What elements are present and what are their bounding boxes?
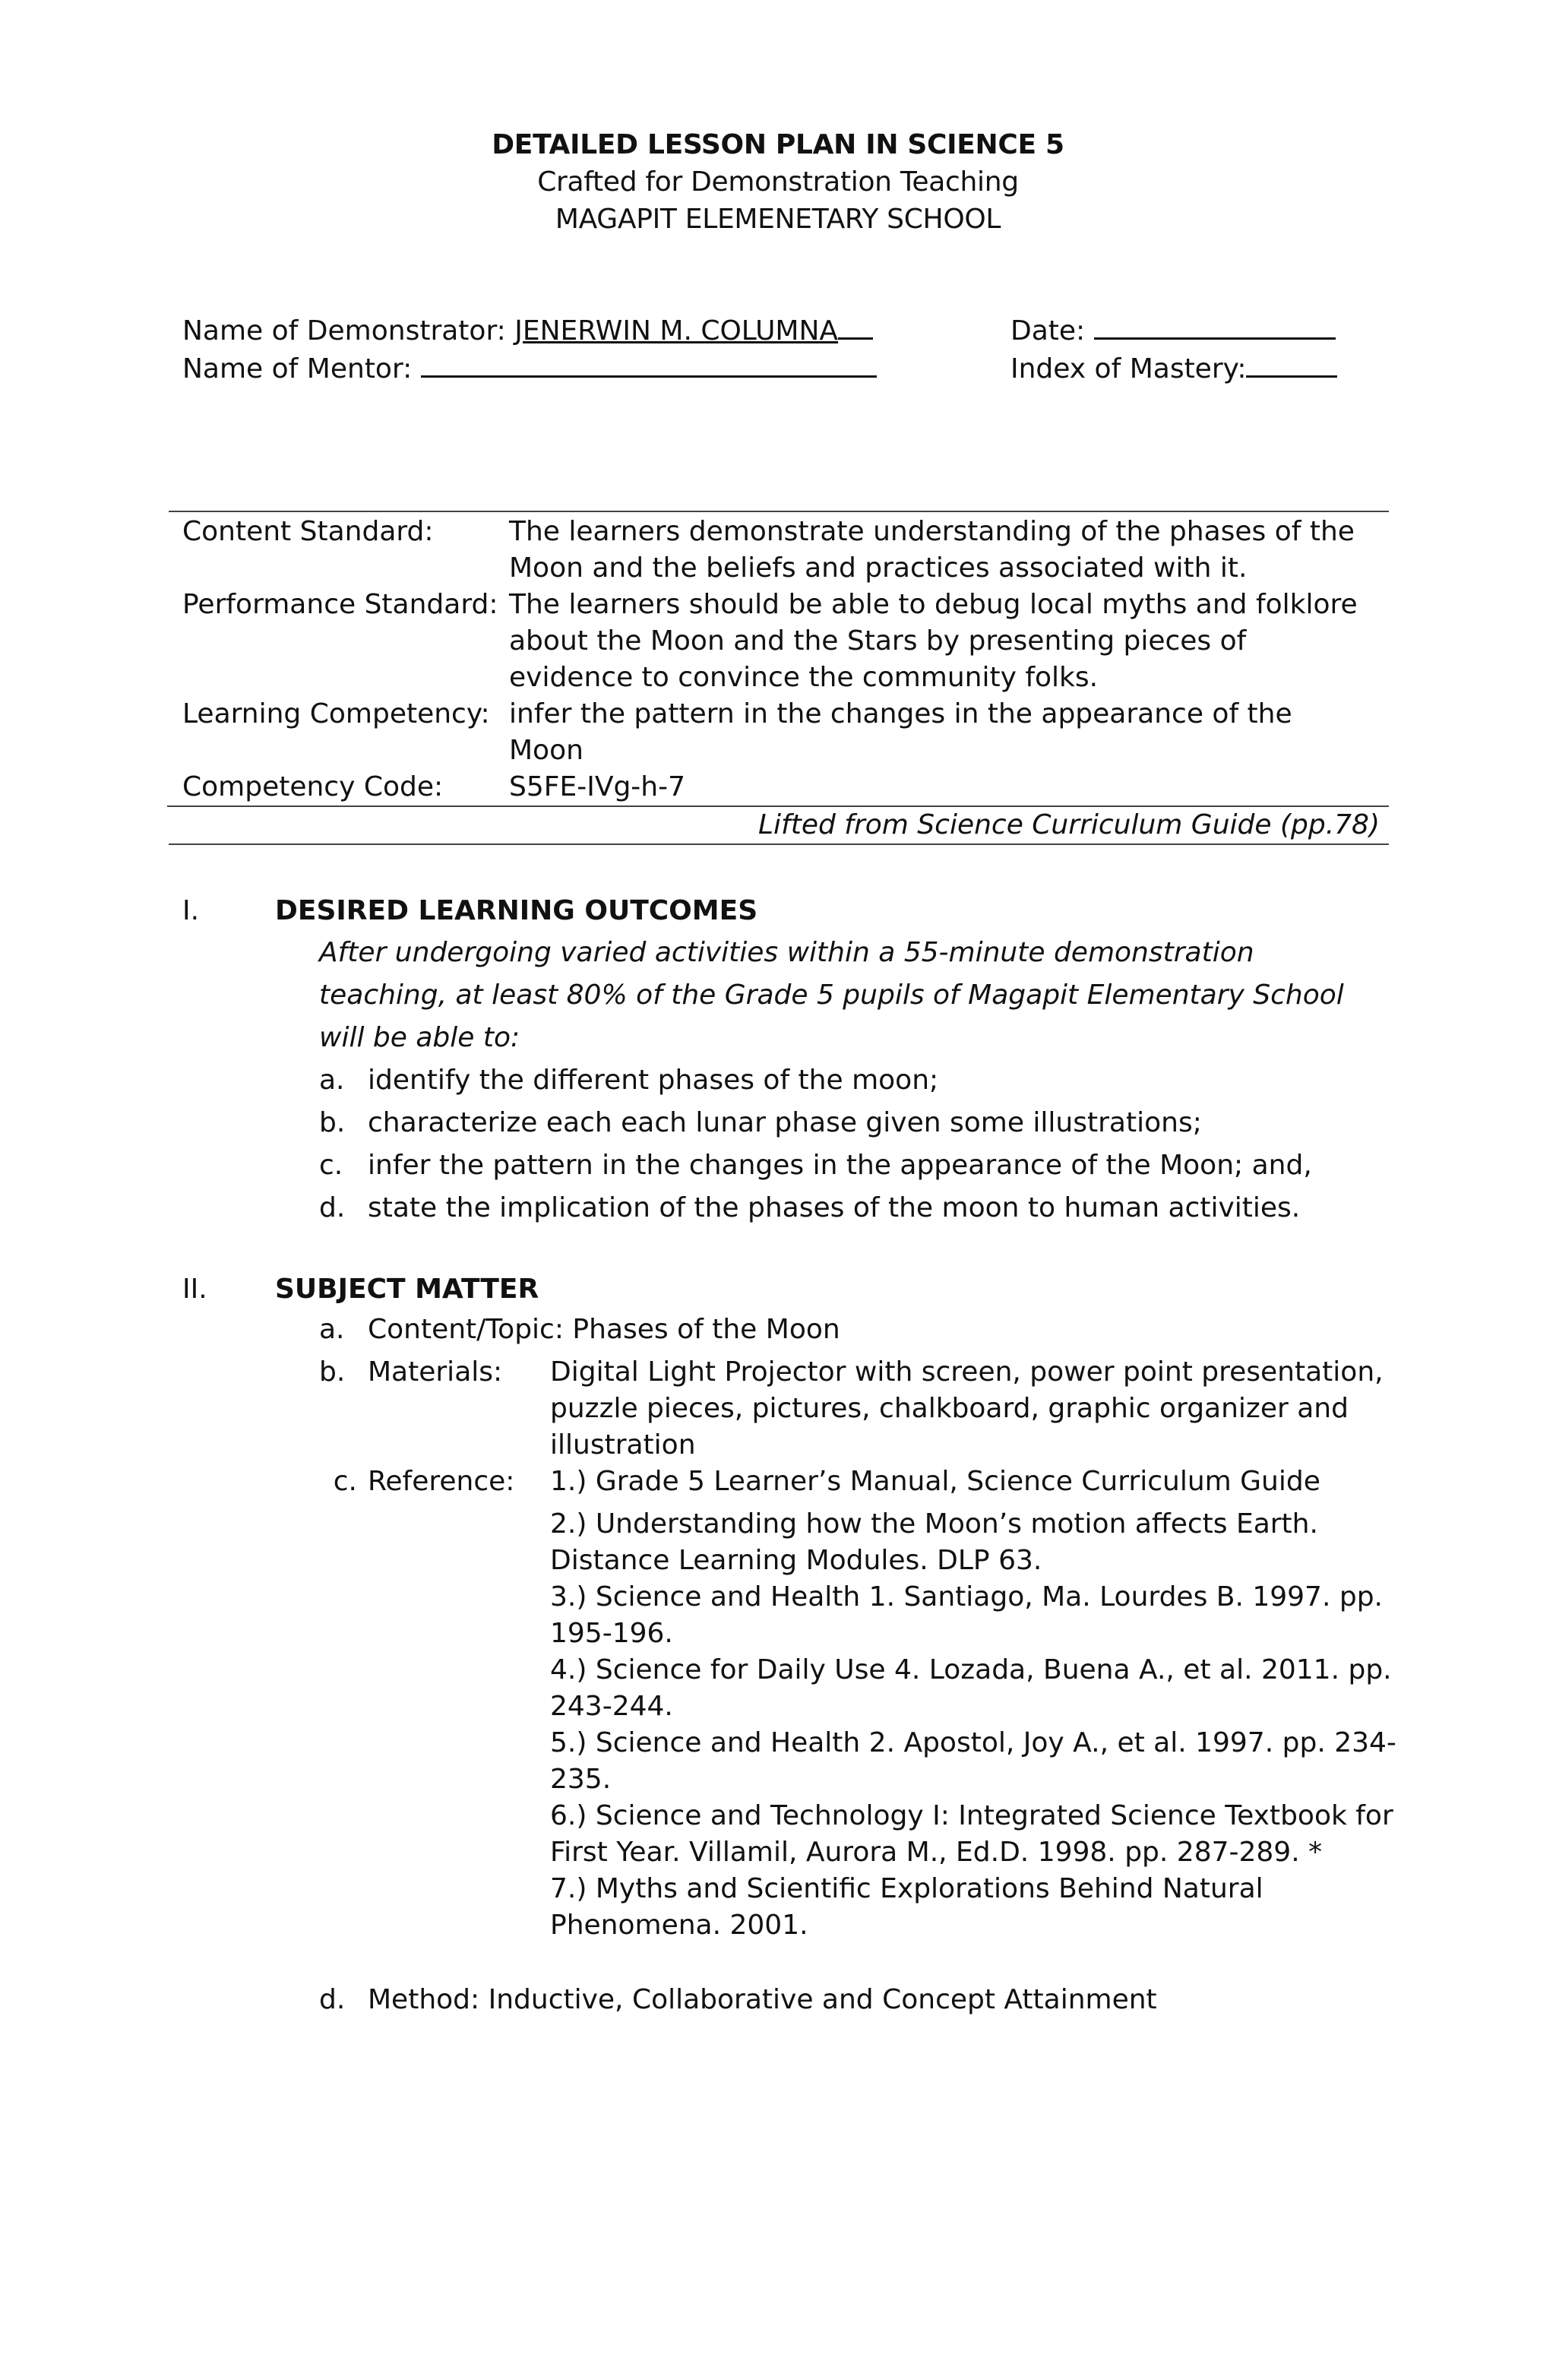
method-row [319, 1982, 1398, 2018]
materials-text: Digital Light Projector with screen, power point presentation, puzzle pieces, pictures, chalkboard, graphic organizer and illustration [550, 1356, 1384, 1461]
list-item: 2.) Understanding how the Moon’s motion affects Earth. Distance Learning Modules. DLP 63. [550, 1508, 1318, 1576]
performance-standard-text: The learners should be able to debug local myths and folklore about the Moon and the Stars by presenting pieces of evidence to convince the community folks. [509, 589, 1358, 693]
list-text: characterize each each lunar phase given some illustrations; [368, 1107, 1202, 1138]
reference-list [550, 1464, 1398, 1944]
learning-competency-label: Learning Competency: [182, 698, 490, 730]
list-item: 1.) Grade 5 Learner’s Manual, Science Curriculum Guide [550, 1466, 1320, 1497]
list-marker: a. [319, 1065, 345, 1096]
section-2-number: II. [182, 1274, 207, 1305]
demonstrator-value: JENERWIN M. COLUMNA [514, 315, 839, 347]
list-marker: c. [319, 1150, 343, 1181]
demonstrator-field [182, 312, 873, 350]
content-standard-row [169, 514, 1389, 587]
list-item: 7.) Myths and Scientific Explorations Behind Natural Phenomena. 2001. [550, 1873, 1263, 1941]
list-item: 4.) Science for Daily Use 4. Lozada, Buena A., et al. 2011. pp. 243-244. [550, 1654, 1392, 1722]
method-marker: d. [319, 1984, 346, 2015]
school-name: MAGAPIT ELEMENETARY SCHOOL [555, 204, 1001, 235]
list-text: identify the different phases of the moon; [368, 1065, 939, 1096]
content-standard-text: The learners demonstrate understanding of the phases of the Moon and the beliefs and practices associated with it. [509, 516, 1355, 584]
mastery-label: Index of Mastery: [1010, 353, 1247, 385]
section-2-title: SUBJECT MATTER [275, 1274, 539, 1305]
materials-label: Materials: [368, 1356, 503, 1388]
demonstrator-label: Name of Demonstrator: [182, 315, 506, 347]
spacer [319, 1944, 1398, 1982]
subject-matter [319, 1312, 1398, 2018]
topic-text: Content/Topic: Phases of the Moon [368, 1314, 840, 1345]
document-subtitle: Crafted for Demonstration Teaching [537, 166, 1019, 198]
performance-standard-label: Performance Standard: [182, 589, 498, 620]
section-2-heading [182, 1271, 539, 1309]
list-marker: b. [319, 1107, 346, 1138]
list-item: 5.) Science and Health 2. Apostol, Joy A., et al. 1997. pp. 234-235. [550, 1727, 1396, 1795]
mentor-blank [421, 350, 877, 378]
reference-marker: c. [333, 1466, 357, 1497]
topic-row [319, 1312, 1398, 1348]
competency-code-label: Competency Code: [182, 771, 444, 802]
reference-label: Reference: [368, 1466, 515, 1497]
standards-table [169, 511, 1389, 845]
list-item [319, 1144, 1312, 1187]
document-title: DETAILED LESSON PLAN IN SCIENCE 5 [492, 129, 1064, 160]
section-1-title: DESIRED LEARNING OUTCOMES [275, 895, 758, 926]
competency-code-text: S5FE-IVg-h-7 [509, 771, 685, 802]
section-1-heading [182, 892, 757, 930]
mastery-blank [1246, 350, 1337, 378]
content-standard-label: Content Standard: [182, 516, 434, 547]
reference-row [319, 1464, 1398, 1944]
method-text: Method: Inductive, Collaborative and Concept Attainment [368, 1984, 1157, 2015]
curriculum-source-note: Lifted from Science Curriculum Guide (pp.78) [758, 809, 1380, 840]
mentor-field [182, 350, 877, 388]
materials-marker: b. [319, 1356, 346, 1388]
mastery-field [1010, 350, 1337, 388]
materials-row [319, 1354, 1398, 1464]
document-header [0, 126, 1556, 238]
list-marker: d. [319, 1192, 346, 1223]
list-item: 3.) Science and Health 1. Santiago, Ma. Lourdes B. 1997. pp. 195-196. [550, 1581, 1383, 1649]
list-text: infer the pattern in the changes in the appearance of the Moon; and, [368, 1150, 1312, 1181]
list-text: state the implication of the phases of the moon to human activities. [368, 1192, 1301, 1223]
mentor-label: Name of Mentor: [182, 353, 413, 385]
outcomes-list [319, 1059, 1312, 1230]
competency-code-row [169, 769, 1389, 805]
learning-competency-row [169, 696, 1389, 769]
performance-standard-row [169, 587, 1389, 696]
outcomes-intro: After undergoing varied activities within a 55-minute demonstration teaching, at least 80% of the Grade 5 pupils of Magapit Elementary School will be able to: [319, 937, 1344, 1053]
date-label: Date: [1010, 315, 1086, 347]
date-blank [1094, 312, 1336, 340]
demonstrator-underline [838, 312, 873, 340]
date-field [1010, 312, 1336, 350]
section-1-number: I. [182, 895, 200, 926]
learning-competency-text: infer the pattern in the changes in the appearance of the Moon [509, 698, 1292, 766]
list-item [319, 1187, 1312, 1230]
info-block [182, 312, 1345, 388]
topic-marker: a. [319, 1314, 345, 1345]
list-item [319, 1059, 1312, 1102]
list-item [319, 1102, 1312, 1144]
list-item: 6.) Science and Technology I: Integrated Science Textbook for First Year. Villamil, Aurora M., Ed.D. 1998. pp. 287-289. * [550, 1800, 1393, 1868]
